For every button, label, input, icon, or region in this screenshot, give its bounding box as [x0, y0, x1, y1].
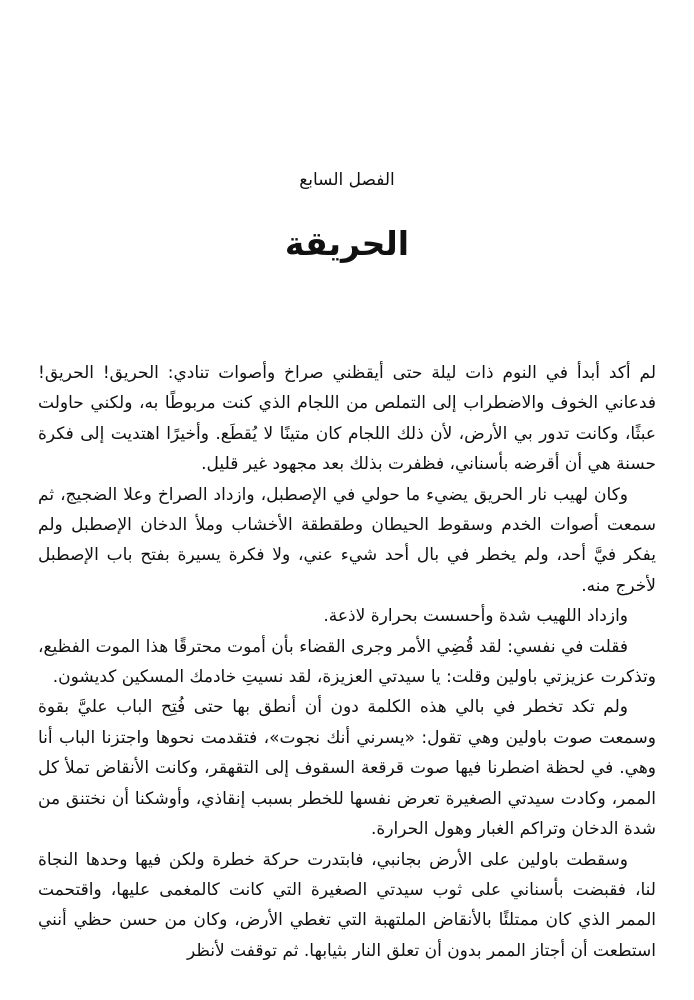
paragraph: وازداد اللهيب شدة وأحسست بحرارة لاذعة. — [323, 606, 628, 627]
paragraph: فقلت في نفسي: لقد قُضِي الأمر وجرى القضاء بأن أموت محترقًا هذا الموت الفظيع، وتذكرت عزيزتي باولين وقلت: يا سيدتي العزيزة، لقد نسيتِ خادمك المسكين كديشون. — [38, 636, 656, 688]
chapter-label: الفصل السابع — [299, 170, 395, 190]
paragraph: لم أكد أبدأ في النوم ذات ليلة حتى أيقظني صراخ وأصوات تنادي: الحريق! الحريق! فدعاني الخوف والاضطراب إلى التملص من اللجام الذي كنت مربوطًا به، ولكني حاولت عبثًا، وكانت تدور بي الأرض، لأن ذلك اللجام كان متينًا لا يُقطَع. وأخيرًا اهتديت إلى فكرة حسنة هي أن أقرضه بأسناني، فظفرت بذلك بعد مجهود غير قليل. — [38, 363, 656, 475]
paragraph: ولم تكد تخطر في بالي هذه الكلمة دون أن أنطق بها حتى فُتِح الباب عليَّ بقوة وسمعت صوت باولين وهي تقول: «يسرني أنك نجوت»، فتقدمت نحوها واجتزنا الباب أنا وهي. في لحظة اضطرنا فيها صوت قرقعة السقوف إلى التقهقر، وكانت الأنقاض تملأ كل الممر، وكادت سيدتي الصغيرة تعرض نفسها للخطر بسبب إنقاذي، وأوشكنا أن نختنق من شدة الدخان وتراكم الغبار وهول الحرارة. — [38, 697, 656, 840]
paragraph: وسقطت باولين على الأرض بجانبي، فابتدرت حركة خطرة ولكن فيها وحدها النجاة لنا، فقبضت بأسناني على ثوب سيدتي الصغيرة التي كانت كالمغمى عليها، واقتحمت الممر الذي كان ممتلئًا بالأنقاض الملتهبة التي تغطي الأرض، وكان من حسن حظي أنني استطعت أن أجتاز الممر بدون أن تعلق النار بثيابها. ثم توقفت لأنظر — [38, 849, 656, 961]
paragraph: وكان لهيب نار الحريق يضيء ما حولي في الإصطبل، وازداد الصراخ وعلا الضجيج، ثم سمعت أصوات الخدم وسقوط الحيطان وطقطقة الأخشاب وملأ الدخان الإصطبل ولم يفكر فيَّ أحد، ولم يخطر في بال أحد شيء عني، ولا فكرة يسيرة بفتح باب الإصطبل لأخرج منه. — [38, 484, 656, 596]
chapter-title: الحريقة — [284, 224, 410, 263]
chapter-body — [38, 358, 656, 966]
